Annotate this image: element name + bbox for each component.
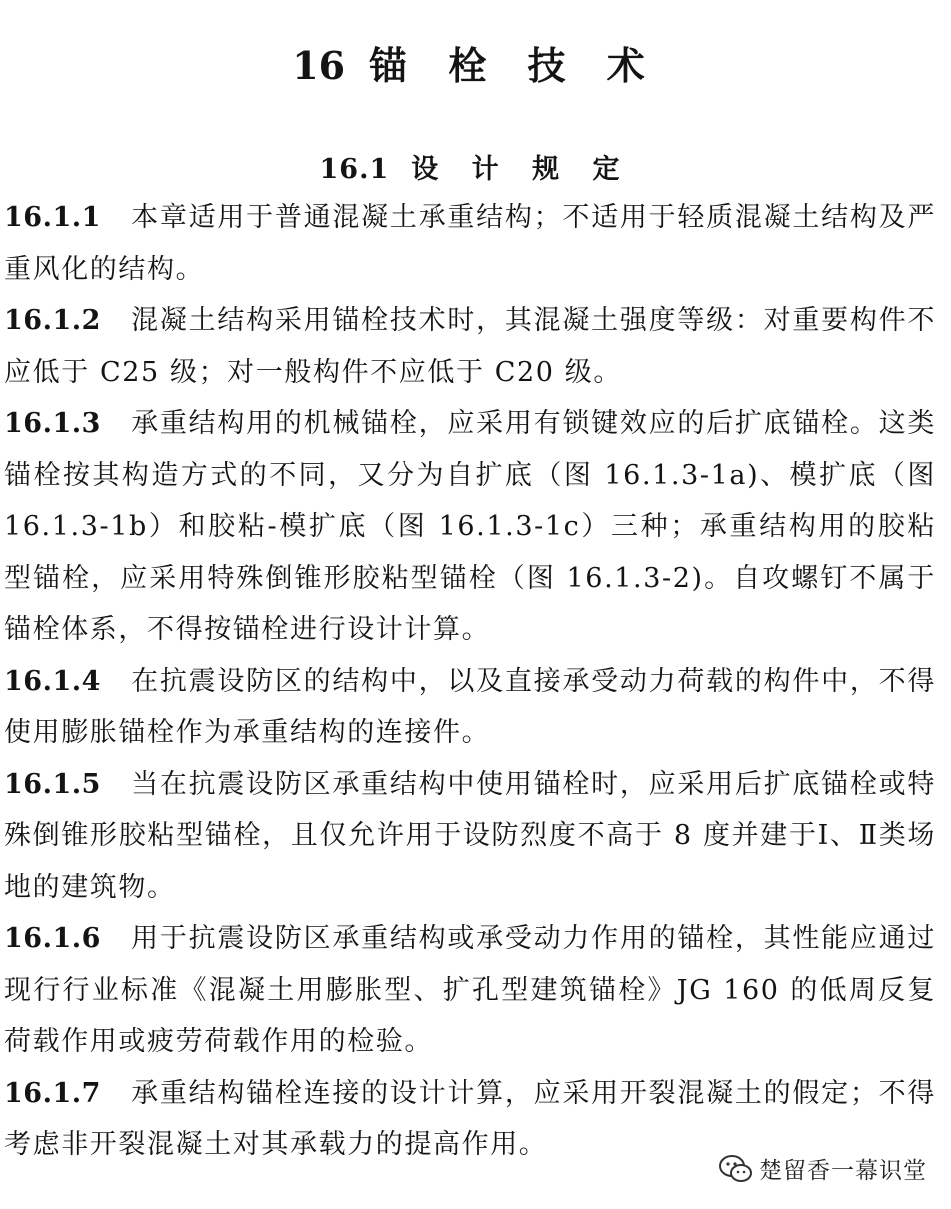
- clause-number: 16.1.6: [4, 923, 101, 954]
- clause-16-1-5: [4, 759, 936, 914]
- clause-16-1-3: [4, 398, 936, 656]
- clause-16-1-4: [4, 656, 936, 759]
- chapter-title-text: 锚 栓 技 术: [369, 43, 659, 89]
- section-title: [0, 148, 951, 192]
- section-title-text: 设 计 规 定: [411, 154, 632, 186]
- clause-number: 16.1.4: [4, 665, 101, 697]
- clause-number: 16.1.7: [4, 1077, 101, 1109]
- wechat-icon: [719, 1154, 753, 1184]
- clause-text: 混凝土结构采用锚栓技术时，其混凝土强度等级：对重要构件不应低于 C25 级；对一般构件不应低于 C20 级。: [4, 305, 936, 388]
- clause-text: 本章适用于普通混凝土承重结构；不适用于轻质混凝土结构及严重风化的结构。: [4, 202, 936, 285]
- clause-text: 当在抗震设防区承重结构中使用锚栓时，应采用后扩底锚栓或特殊倒锥形胶粘型锚栓，且仅允许用于设防烈度不高于 8 度并建于Ⅰ、Ⅱ类场地的建筑物。: [4, 768, 936, 903]
- clause-16-1-1: [4, 192, 936, 295]
- chapter-number: 16: [292, 43, 346, 89]
- watermark: [713, 1150, 933, 1187]
- clause-number: 16.1.1: [4, 202, 101, 233]
- clause-text: 承重结构锚栓连接的设计计算，应采用开裂混凝土的假定；不得考虑非开裂混凝土对其承载力的提高作用。: [4, 1077, 936, 1160]
- clause-16-1-6: [4, 913, 936, 1068]
- chapter-title: [0, 39, 951, 93]
- clause-number: 16.1.2: [4, 305, 101, 336]
- clause-number: 16.1.3: [4, 408, 101, 439]
- clause-16-1-2: [4, 295, 936, 398]
- clause-number: 16.1.5: [4, 768, 101, 800]
- clause-text: 用于抗震设防区承重结构或承受动力作用的锚栓，其性能应通过现行行业标准《混凝土用膨胀型、扩孔型建筑锚栓》JG 160 的低周反复荷载作用或疲劳荷载作用的检验。: [4, 923, 936, 1057]
- clause-text: 在抗震设防区的结构中，以及直接承受动力荷载的构件中，不得使用膨胀锚栓作为承重结构的连接件。: [4, 665, 936, 748]
- clause-list: [4, 192, 936, 1171]
- section-number: 16.1: [319, 154, 390, 186]
- watermark-text: 楚留香一幕识堂: [759, 1158, 927, 1184]
- clause-text: 承重结构用的机械锚栓，应采用有锁键效应的后扩底锚栓。这类锚栓按其构造方式的不同，又分为自扩底（图 16.1.3-1a)、模扩底（图 16.1.3-1b）和胶粘-模扩底（图 16.1.3-1c）三种；承重结构用的胶粘型锚栓，应采用特殊倒锥形胶粘型锚栓（图 16.1.3-2)。自攻螺钉不属于锚栓体系，不得按锚栓进行设计计算。: [4, 408, 936, 645]
